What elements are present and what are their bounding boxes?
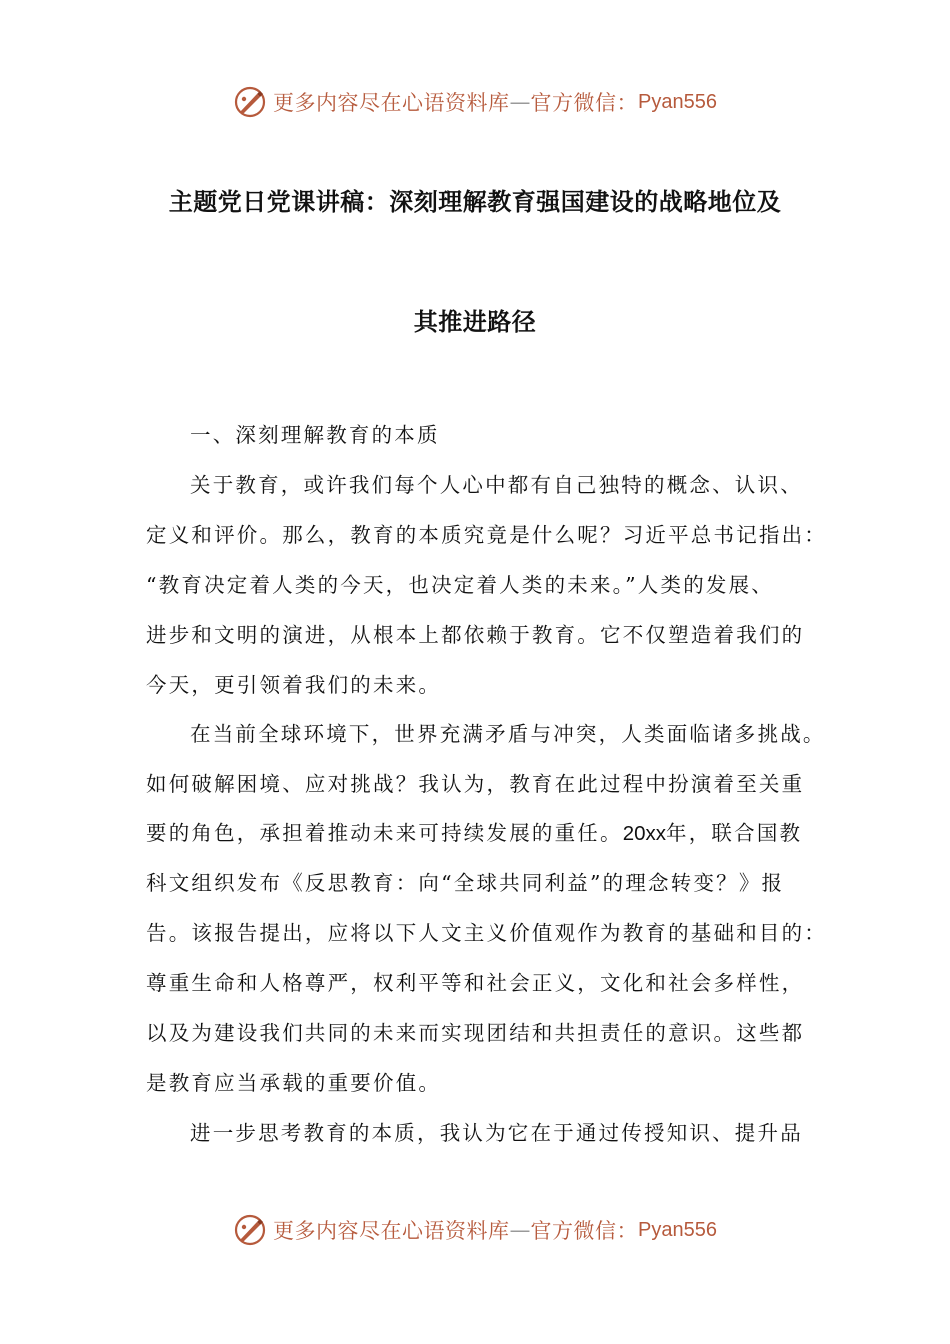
paragraph-line: “教育决定着人类的今天，也决定着人类的未来。”人类的发展、 [146,573,775,597]
paragraph-line [146,818,836,849]
watermark-separator: — [509,1218,531,1242]
watermark-text: 更多内容尽在心语资料库 [273,91,510,115]
footer-watermark [0,1208,950,1252]
paragraph-line: 进步和文明的演进，从根本上都依赖于教育。它不仅塑造着我们的 [146,623,805,647]
paragraph-line: 关于教育，或许我们每个人心中都有自己独特的概念、认识、 [190,473,803,497]
paragraph-line: 进一步思考教育的本质，我认为它在于通过传授知识、提升品 [190,1121,803,1145]
paragraph-line: 如何破解困境、应对挑战？我认为，教育在此过程中扮演着至关重 [146,772,805,796]
paragraph-line: 今天，更引领着我们的未来。 [146,673,442,697]
pen-logo-icon [233,85,267,119]
paragraph-line: 定义和评价。那么，教育的本质究竟是什么呢？习近平总书记指出： [146,523,827,547]
paragraph-line: 科文组织发布《反思教育：向“全球共同利益”的理念转变？》报 [146,871,785,895]
paragraph-line: 是教育应当承载的重要价值。 [146,1071,442,1095]
watermark-account: Pyan556 [638,90,717,113]
paragraph-text: 要的角色，承担着推动未来可持续发展的重任。 [146,821,623,845]
watermark-official: 官方微信： [530,91,639,115]
paragraph-line: 告。该报告提出，应将以下人文主义价值观作为教育的基础和目的： [146,921,827,945]
header-watermark [0,80,950,124]
section-heading: 一、深刻理解教育的本质 [190,423,440,447]
watermark-text: 更多内容尽在心语资料库 [273,1219,510,1243]
paragraph-line: 在当前全球环境下，世界充满矛盾与冲突，人类面临诸多挑战。 [190,722,826,746]
document-title-line-1: 主题党日党课讲稿：深刻理解教育强国建设的战略地位及 [168,188,782,216]
paragraph-line: 以及为建设我们共同的未来而实现团结和共担责任的意识。这些都 [146,1021,805,1045]
pen-logo-icon [233,1213,267,1247]
document-title-line-2: 其推进路径 [413,308,537,336]
paragraph-line: 尊重生命和人格尊严，权利平等和社会正义，文化和社会多样性， [146,971,805,995]
year-text: 20xx [622,822,667,845]
watermark-account: Pyan556 [638,1218,717,1241]
watermark-separator: — [509,90,531,114]
watermark-official: 官方微信： [530,1219,639,1243]
paragraph-text: 年，联合国教 [666,821,803,845]
